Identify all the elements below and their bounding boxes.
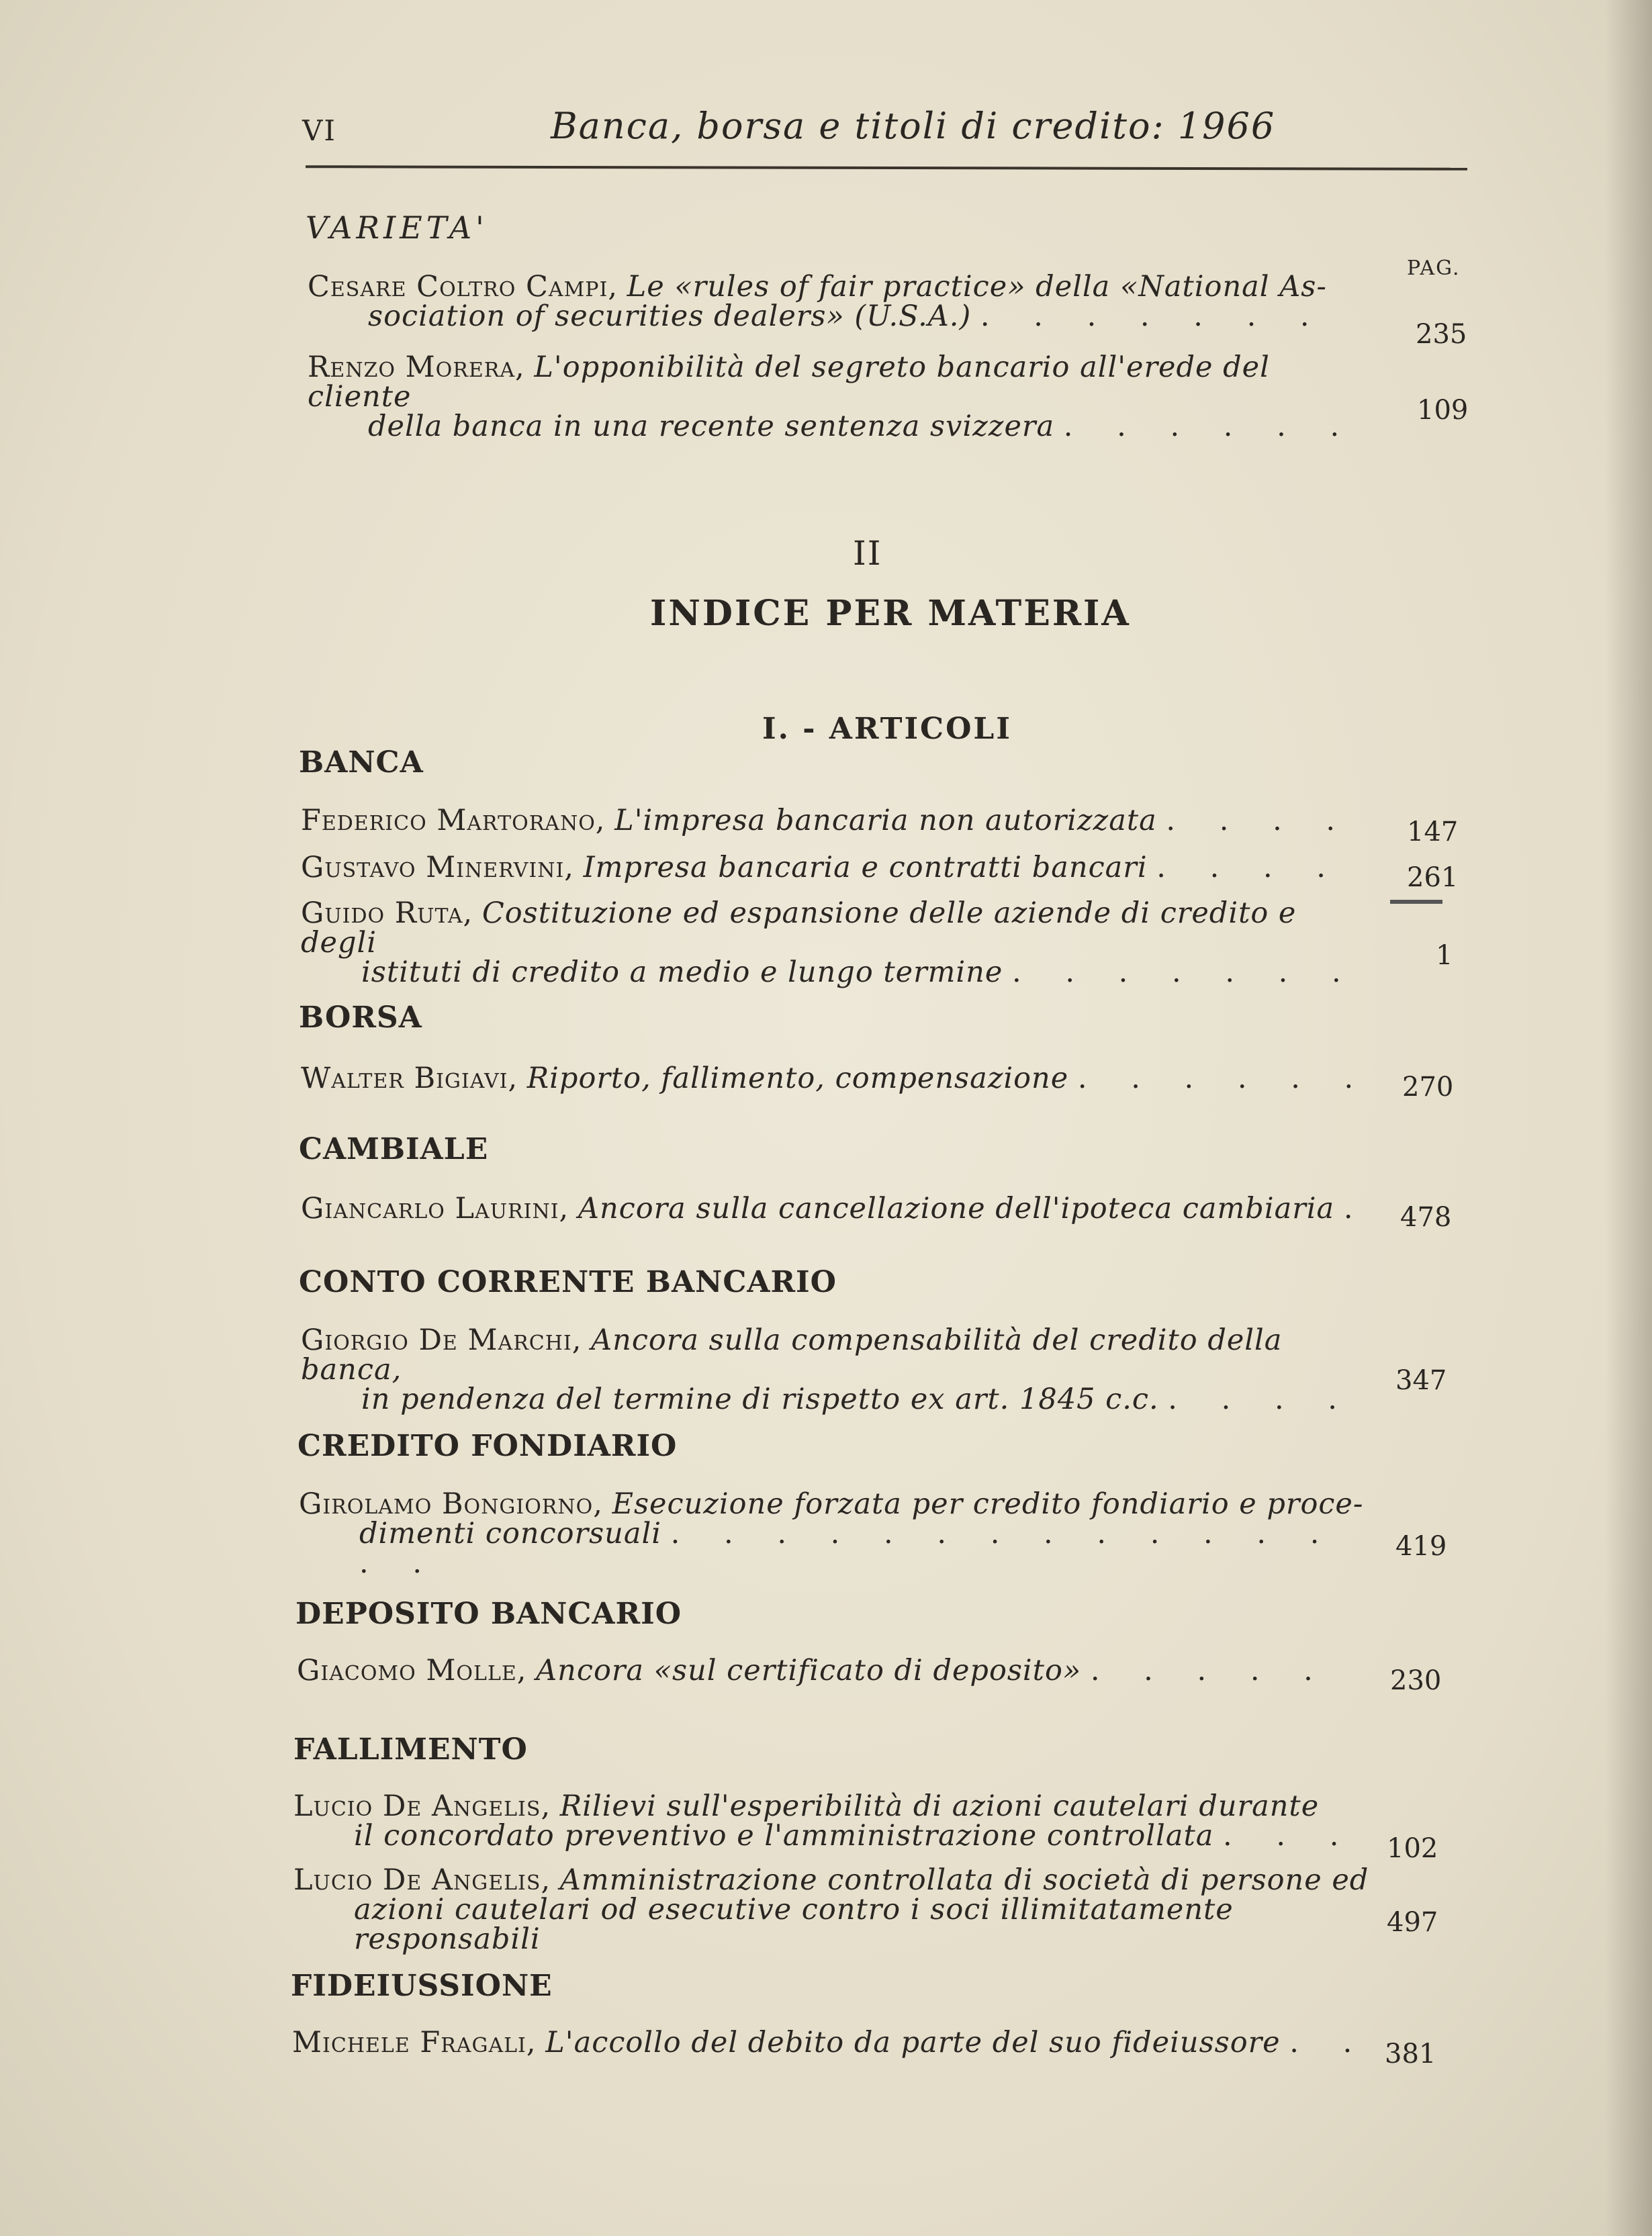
entry-page-number: 1 [1436, 940, 1453, 971]
entry-title-line1: Ancora sulla compensabilità del credito della banca, [301, 1323, 1283, 1387]
entry-author: Renzo Morera, [308, 351, 525, 384]
entry-title-line1: Costituzione ed espansione delle aziende di credito e degli [301, 896, 1297, 960]
entry-page-number: 381 [1385, 2039, 1436, 2069]
list-item: Giorgio De Marchi, Ancora sulla compensabilità del credito della banca, in pendenza del termine di rispetto ex art. 1845 c.c. . . . . [301, 1323, 1355, 1416]
entry-title-line1: L'accollo del debito da parte del suo fideiussore [545, 2026, 1281, 2059]
entry-title-line2: istituti di credito a medio e lungo termine [361, 956, 1003, 989]
entry-page-number: 419 [1395, 1531, 1447, 1562]
entry-author: Gustavo Minervini, [301, 851, 574, 884]
entry-page-number: 109 [1417, 395, 1469, 426]
list-item: Renzo Morera, L'opponibilità del segreto bancario all'erede del cliente della banca in una recente sentenza svizzera . . . . . . [308, 351, 1357, 443]
running-head [0, 101, 1652, 154]
entry-author: Lucio De Angelis, [293, 1863, 551, 1897]
entry-author: Giancarlo Laurini, [301, 1192, 569, 1225]
entry-title-line1: Ancora «sul certificato di deposito» [536, 1654, 1082, 1687]
entry-page-number: 270 [1402, 1072, 1454, 1103]
entry-title-line1: Rilievi sull'esperibilità di azioni cautelari durante [559, 1789, 1320, 1823]
entry-author: Federico Martorano, [301, 804, 606, 837]
subject-heading: CONTO CORRENTE BANCARIO [299, 1265, 837, 1299]
entry-title-line2: sociation of securities dealers» (U.S.A.) [368, 299, 972, 333]
page-folio: VI [302, 114, 336, 147]
entry-title-line2: in pendenza del termine di rispetto ex art. 1845 c.c. [361, 1383, 1159, 1416]
entry-title-line2: azioni cautelari od esecutive contro i soci illimitatamente responsabili [354, 1893, 1234, 1956]
list-item: Michele Fragali, L'accollo del debito da parte del suo fideiussore . . [292, 2026, 1370, 2059]
subject-heading: CREDITO FONDIARIO [297, 1429, 678, 1463]
printer-mark [1390, 900, 1442, 904]
header-rule [306, 165, 1467, 171]
entry-title-line1: Esecuzione forzata per credito fondiario e proce- [612, 1487, 1364, 1521]
subject-heading: CAMBIALE [299, 1132, 489, 1166]
entry-page-number: 230 [1390, 1665, 1442, 1696]
subject-heading: BORSA [299, 1000, 422, 1035]
entry-title-line1: Amministrazione controllata di società di persone ed [559, 1863, 1369, 1897]
subject-heading: FALLIMENTO [293, 1732, 528, 1767]
varieta-heading: VARIETA' [306, 209, 488, 246]
entry-title-line1: L'impresa bancaria non autorizzata [614, 804, 1157, 837]
list-item: Cesare Coltro Campi, Le «rules of fair practice» della «National As- sociation of securities dealers» (U.S.A.) . . . . . . . [308, 270, 1327, 333]
subsection-title: I. - ARTICOLI [762, 712, 1012, 746]
list-item: Giancarlo Laurini, Ancora sulla cancellazione dell'ipoteca cambiaria . [301, 1192, 1371, 1225]
entry-title-line1: L'opponibilità del segreto bancario all'erede del cliente [308, 351, 1270, 414]
entry-page-number: 147 [1407, 817, 1459, 847]
subject-heading: FIDEIUSSIONE [291, 1969, 553, 2003]
entry-page-number: 497 [1387, 1907, 1438, 1938]
spine-shadow [1605, 0, 1652, 2236]
entry-author: Girolamo Bongiorno, [299, 1487, 603, 1521]
subject-heading: DEPOSITO BANCARIO [295, 1597, 682, 1631]
entry-page-number: 102 [1387, 1833, 1438, 1864]
list-item [293, 1865, 1381, 1954]
section-title: INDICE PER MATERIA [650, 593, 1131, 634]
entry-author: Giacomo Molle, [297, 1654, 527, 1687]
entry-title-line1: Ancora sulla cancellazione dell'ipoteca cambiaria [578, 1192, 1335, 1225]
entry-author: Lucio De Angelis, [293, 1789, 551, 1823]
list-item: Gustavo Minervini, Impresa bancaria e contratti bancari . . . . [301, 851, 1343, 884]
entry-title-line1: Riporto, fallimento, compensazione [526, 1062, 1069, 1095]
subject-heading: BANCA [299, 745, 424, 780]
entry-author: Michele Fragali, [292, 2026, 537, 2059]
pag-label: PAG. [1407, 257, 1461, 280]
entry-page-number: 478 [1400, 1202, 1452, 1233]
entry-page-number: 261 [1407, 862, 1459, 893]
entry-author: Giorgio De Marchi, [301, 1323, 582, 1357]
running-title: Banca, borsa e titoli di credito: 1966 [551, 105, 1276, 147]
entry-title-line1: Le «rules of fair practice» della «National As- [627, 270, 1327, 304]
entry-title-line2: il concordato preventivo e l'amministrazione controllata [354, 1819, 1214, 1853]
list-item: Guido Ruta, Costituzione ed espansione delle aziende di credito e degli istituti di credito a medio e lungo termine . . . . . . . [301, 896, 1359, 989]
list-item: Lucio De Angelis, Rilievi sull'esperibilità di azioni cautelari durante il concordato preventivo e l'amministrazione controllata . . . [293, 1789, 1357, 1853]
entry-author: Guido Ruta, [301, 896, 473, 930]
section-number: II [853, 534, 882, 573]
entry-author: Cesare Coltro Campi, [308, 270, 618, 304]
entry-title-line1: Impresa bancaria e contratti bancari [583, 851, 1148, 884]
entry-author: Walter Bigiavi, [301, 1062, 518, 1095]
entry-title-line2: dimenti concorsuali [359, 1517, 661, 1550]
list-item: Girolamo Bongiorno, Esecuzione forzata per credito fondiario e proce- dimenti concorsuali . . . . . . . . . . . . . . . [299, 1487, 1364, 1580]
entry-page-number: 347 [1395, 1365, 1447, 1396]
list-item: Walter Bigiavi, Riporto, fallimento, compensazione . . . . . . [301, 1062, 1371, 1095]
list-item: Giacomo Molle, Ancora «sul certificato di deposito» . . . . . [297, 1654, 1330, 1687]
entry-title-line2: della banca in una recente sentenza svizzera [368, 410, 1055, 443]
entry-page-number: 235 [1416, 319, 1467, 350]
list-item: Federico Martorano, L'impresa bancaria non autorizzata . . . . [301, 804, 1353, 837]
